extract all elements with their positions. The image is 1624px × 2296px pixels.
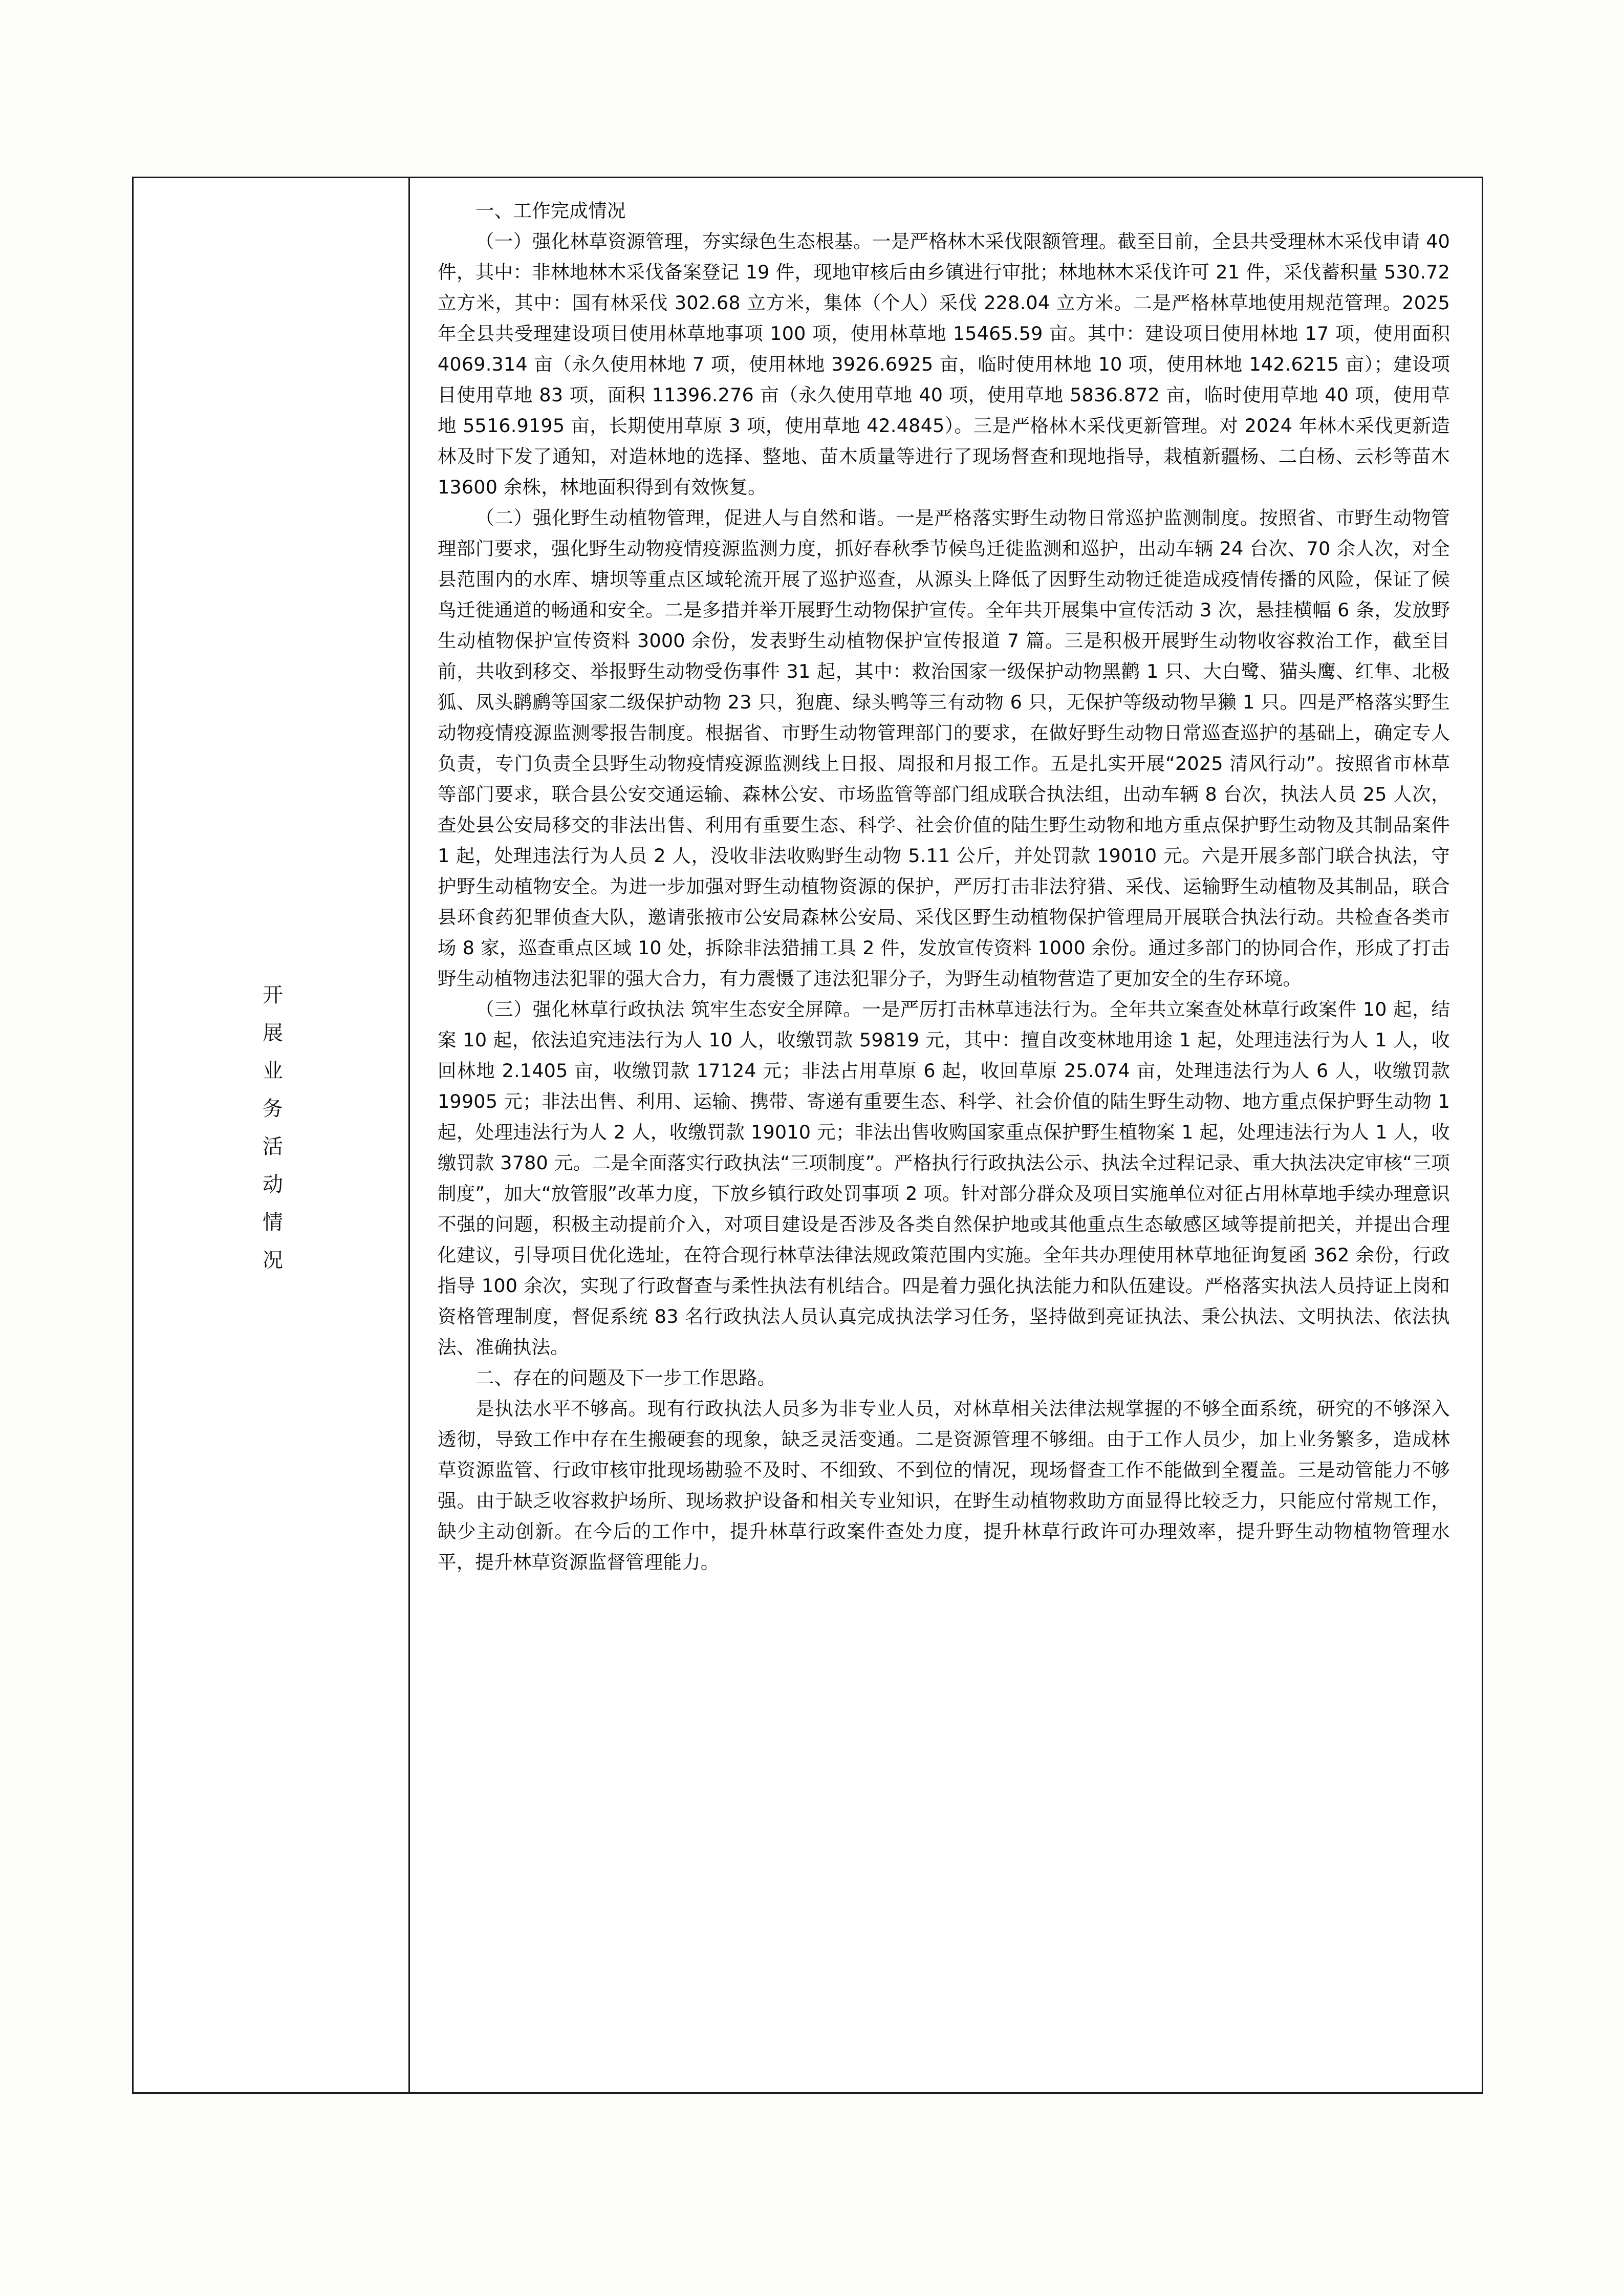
row-label-cell (134, 178, 410, 2092)
paragraph-section-2-1: 是执法水平不够高。现有行政执法人员多为非专业人员，对林草相关法律法规掌握的不够全面系统，研究的不够深入透彻，导致工作中存在生搬硬套的现象，缺乏灵活变通。二是资源管理不够细。由于工作人员少，加上业务繁多，造成林草资源监管、行政审核审批现场勘验不及时、不细致、不到位的情况，现场督查工作不能做到全覆盖。三是动管能力不够强。由于缺乏收容救护场所、现场救护设备和相关专业知识，在野生动植物救助方面显得比较乏力，只能应付常规工作，缺少主动创新。在今后的工作中，提升林草行政案件查处力度，提升林草行政许可办理效率，提升野生动物植物管理水平，提升林草资源监督管理能力。 (438, 1398, 1450, 1573)
paragraph-heading-1: 一、工作完成情况 (475, 200, 626, 222)
row-label-text: 开展业务活动情况 (259, 983, 283, 1287)
paragraph-heading-2: 二、存在的问题及下一步工作思路。 (475, 1367, 776, 1389)
paragraph-section-1-2: （二）强化野生动植物管理，促进人与自然和谐。一是严格落实野生动物日常巡护监测制度。按照省、市野生动物管理部门要求，强化野生动物疫情疫源监测力度，抓好春秋季节候鸟迁徙监测和巡护，出动车辆 24 台次、70 余人次，对全县范围内的水库、塘坝等重点区域轮流开展了巡护巡查，从源头上降低了因野生动物迁徙造成疫情传播的风险，保证了候鸟迁徙通道的畅通和安全。二是多措并举开展野生动物保护宣传。全年共开展集中宣传活动 3 次，悬挂横幅 6 条，发放野生动植物保护宣传资料 3000 余份，发表野生动植物保护宣传报道 7 篇。三是积极开展野生动物收容救治工作，截至目前，共收到移交、举报野生动物受伤事件 31 起，其中：救治国家一级保护动物黑鹳 1 只、大白鹭、猫头鹰、红隼、北极狐、凤头䴙䴘等国家二级保护动物 23 只，狍鹿、绿头鸭等三有动物 6 只，无保护等级动物旱獭 1 只。四是严格落实野生动物疫情疫源监测零报告制度。根据省、市野生动物管理部门的要求，在做好野生动物日常巡查巡护的基础上，确定专人负责，专门负责全县野生动物疫情疫源监测线上日报、周报和月报工作。五是扎实开展“2025 清风行动”。按照省市林草等部门要求，联合县公安交通运输、森林公安、市场监管等部门组成联合执法组，出动车辆 8 台次，执法人员 25 人次，查处县公安局移交的非法出售、利用有重要生态、科学、社会价值的陆生野生动物和地方重点保护野生动物及其制品案件 1 起，处理违法行为人员 2 人，没收非法收购野生动物 5.11 公斤，并处罚款 19010 元。六是开展多部门联合执法，守护野生动植物安全。为进一步加强对野生动植物资源的保护，严厉打击非法狩猎、采伐、运输野生动植物及其制品，联合县环食药犯罪侦查大队，邀请张掖市公安局森林公安局、采伐区野生动植物保护管理局开展联合执法行动。共检查各类市场 8 家，巡查重点区域 10 处，拆除非法猎捕工具 2 件，发放宣传资料 1000 余份。通过多部门的协同合作，形成了打击野生动植物违法犯罪的强大合力，有力震慑了违法犯罪分子，为野生动植物营造了更加安全的生存环境。 (438, 507, 1450, 990)
report-table (132, 177, 1483, 2094)
report-content-cell (410, 178, 1482, 2092)
paragraph-section-1-1: （一）强化林草资源管理，夯实绿色生态根基。一是严格林木采伐限额管理。截至目前，全县共受理林木采伐申请 40 件，其中：非林地林木采伐备案登记 19 件，现地审核后由乡镇进行审批；林地林木采伐许可 21 件，采伐蓄积量 530.72 立方米，其中：国有林采伐 302.68 立方米，集体（个人）采伐 228.04 立方米。二是严格林草地使用规范管理。2025 年全县共受理建设项目使用林草地事项 100 项，使用林草地 15465.59 亩。其中：建设项目使用林地 17 项，使用面积 4069.314 亩（永久使用林地 7 项，使用林地 3926.6925 亩，临时使用林地 10 项，使用林地 142.6215 亩）；建设项目使用草地 83 项，面积 11396.276 亩（永久使用草地 40 项，使用草地 5836.872 亩，临时使用草地 40 项，使用草地 5516.9195 亩，长期使用草原 3 项，使用草地 42.4845）。三是严格林木采伐更新管理。对 2024 年林木采伐更新造林及时下发了通知，对造林地的选择、整地、苗木质量等进行了现场督查和现地指导，栽植新疆杨、二白杨、云杉等苗木 13600 余株，林地面积得到有效恢复。 (438, 230, 1450, 498)
paragraph-section-1-3: （三）强化林草行政执法 筑牢生态安全屏障。一是严厉打击林草违法行为。全年共立案查处林草行政案件 10 起，结案 10 起，依法追究违法行为人 10 人，收缴罚款 59819 元，其中：擅自改变林地用途 1 起，处理违法行为人 1 人，收回林地 2.1405 亩，收缴罚款 17124 元；非法占用草原 6 起，收回草原 25.074 亩，处理违法行为人 6 人，收缴罚款 19905 元；非法出售、利用、运输、携带、寄递有重要生态、科学、社会价值的陆生野生动物、地方重点保护野生动物 1 起，处理违法行为人 2 人，收缴罚款 19010 元；非法出售收购国家重点保护野生植物案 1 起，处理违法行为人 1 人，收缴罚款 3780 元。二是全面落实行政执法“三项制度”。严格执行行政执法公示、执法全过程记录、重大执法决定审核“三项制度”，加大“放管服”改革力度，下放乡镇行政处罚事项 2 项。针对部分群众及项目实施单位对征占用林草地手续办理意识不强的问题，积极主动提前介入，对项目建设是否涉及各类自然保护地或其他重点生态敏感区域等提前把关，并提出合理化建议，引导项目优化选址，在符合现行林草法律法规政策范围内实施。全年共办理使用林草地征询复函 362 余份，行政指导 100 余次，实现了行政督查与柔性执法有机结合。四是着力强化执法能力和队伍建设。严格落实执法人员持证上岗和资格管理制度，督促系统 83 名行政执法人员认真完成执法学习任务，坚持做到亮证执法、秉公执法、文明执法、依法执法、准确执法。 (438, 998, 1450, 1358)
